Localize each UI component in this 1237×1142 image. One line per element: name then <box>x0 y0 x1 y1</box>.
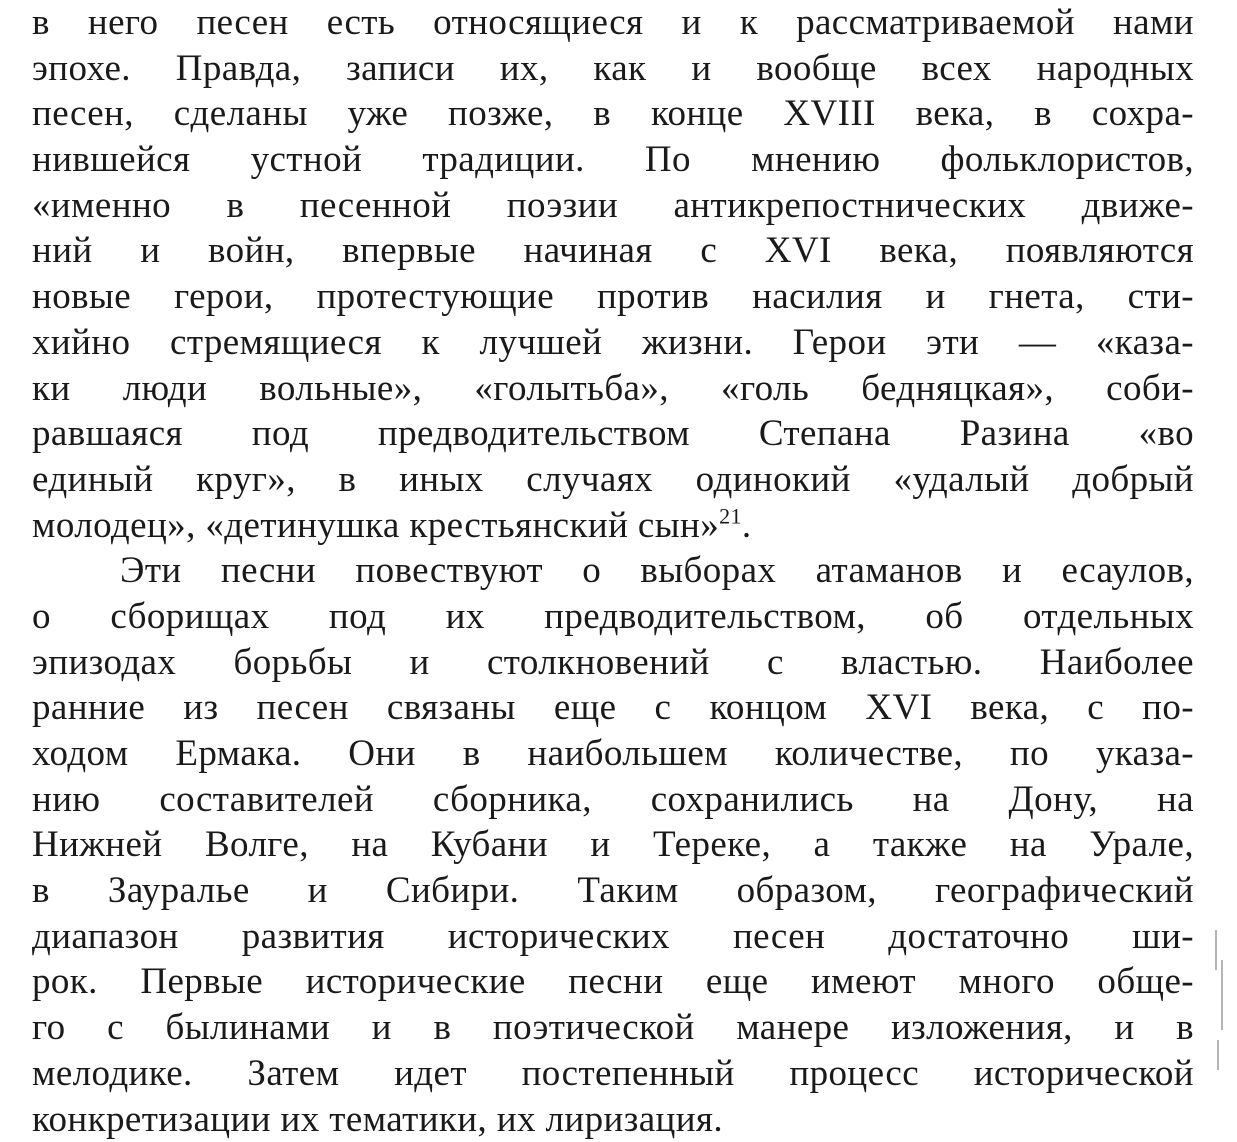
text-line-with-footnote <box>32 503 1194 549</box>
text-line: Эти песни повествуют о выборах атаманов и есаулов, <box>32 548 1194 594</box>
text-line: эпохе. Правда, записи их, как и вообще всех народных <box>32 46 1194 92</box>
text-line: Нижней Волге, на Кубани и Тереке, а также на Урале, <box>32 822 1194 868</box>
scan-mark <box>1221 960 1223 1030</box>
text-line: нию составителей сборника, сохранились на Дону, на <box>32 777 1194 823</box>
text-line: о сборищах под их предводительством, об отдельных <box>32 594 1194 640</box>
page-edge-scan-artifact <box>1211 930 1231 1090</box>
text-line: диапазон развития исторических песен достаточно ши- <box>32 914 1194 960</box>
text-line: ки люди вольные», «голытьба», «голь бедняцкая», соби- <box>32 366 1194 412</box>
text-line: рок. Первые исторические песни еще имеют много обще- <box>32 959 1194 1005</box>
text-line: единый круг», в иных случаях одинокий «удалый добрый <box>32 457 1194 503</box>
text-line: в него песен есть относящиеся и к рассматриваемой нами <box>32 0 1194 46</box>
paragraph-2 <box>32 548 1194 1142</box>
text-line: го с былинами и в поэтической манере изложения, и в <box>32 1005 1194 1051</box>
text-line: мелодике. Затем идет постепенный процесс исторической <box>32 1051 1194 1097</box>
text-line: ний и войн, впервые начиная с XVI века, появляются <box>32 228 1194 274</box>
text-line: молодец», «детинушка крестьянский сын» <box>32 505 719 546</box>
text-line: эпизодах борьбы и столкновений с властью. Наиболее <box>32 640 1194 686</box>
footnote-reference[interactable]: 21 <box>719 503 742 528</box>
paragraph-1 <box>32 0 1194 548</box>
text-line: хийно стремящиеся к лучшей жизни. Герои эти — «каза- <box>32 320 1194 366</box>
text-line: равшаяся под предводительством Степана Разина «во <box>32 411 1194 457</box>
text-line: ранние из песен связаны еще с концом XVI века, с по- <box>32 685 1194 731</box>
text-line: ходом Ермака. Они в наибольшем количестве, по указа- <box>32 731 1194 777</box>
body-text <box>32 0 1194 1142</box>
text-line: в Зауралье и Сибири. Таким образом, географический <box>32 868 1194 914</box>
scan-mark <box>1215 930 1217 970</box>
text-line: «именно в песенной поэзии антикрепостнических движе- <box>32 183 1194 229</box>
text-line: нившейся устной традиции. По мнению фольклористов, <box>32 137 1194 183</box>
scan-mark <box>1217 1040 1219 1070</box>
text-line: песен, сделаны уже позже, в конце XVIII века, в сохра- <box>32 91 1194 137</box>
text-line: конкретизации их тематики, их лиризация. <box>32 1097 1194 1142</box>
text-line: новые герои, протестующие против насилия и гнета, сти- <box>32 274 1194 320</box>
sentence-end: . <box>742 505 752 546</box>
